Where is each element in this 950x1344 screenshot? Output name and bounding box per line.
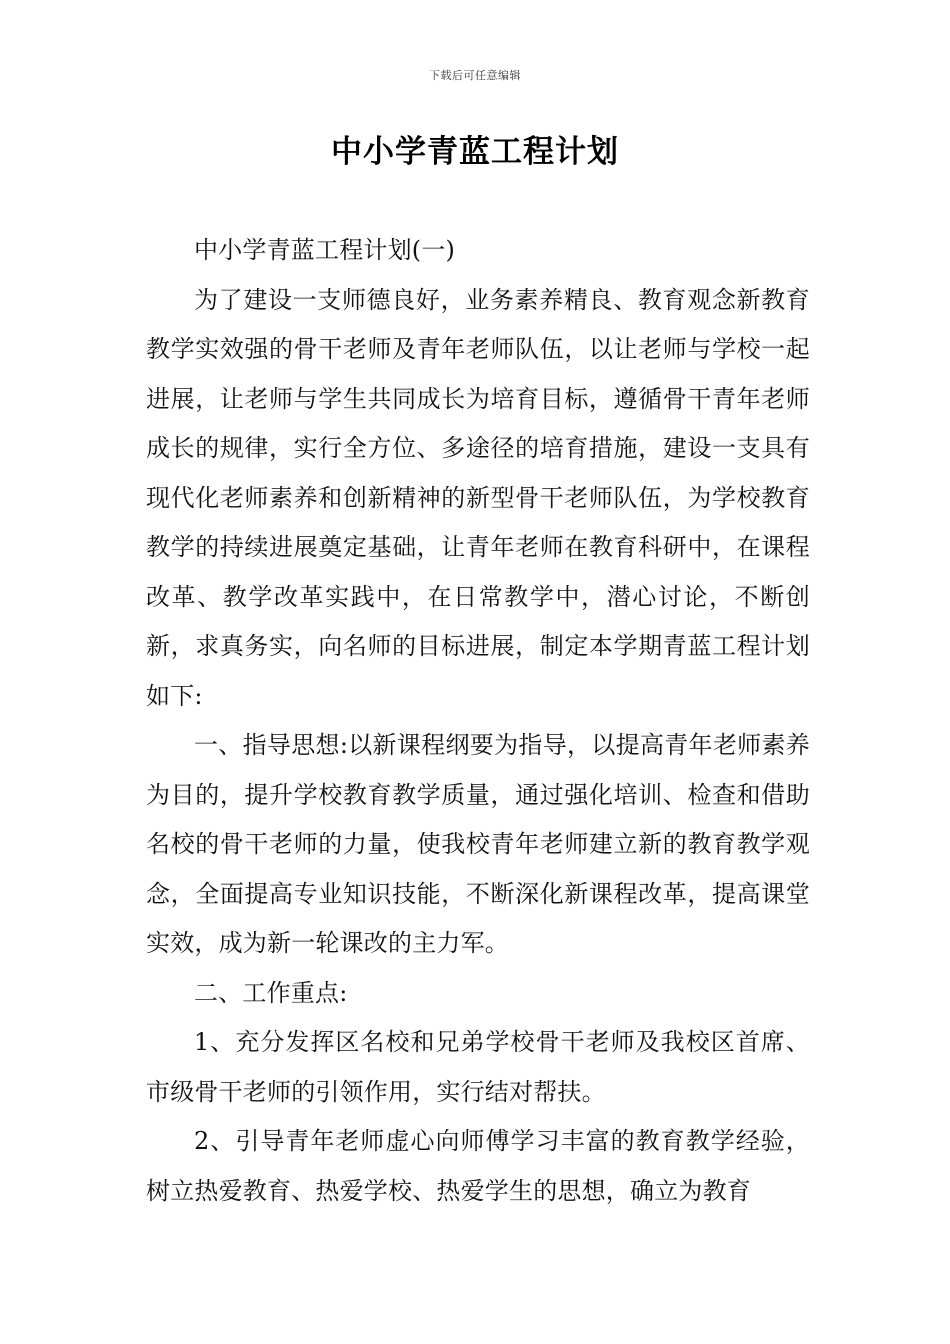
document-title: 中小学青蓝工程计划 <box>331 134 619 170</box>
work-focus-heading: 二、工作重点: <box>194 978 348 1007</box>
header-note: 下载后可任意编辑 <box>429 69 521 82</box>
work-focus-item-2: 2、引导青年老师虚心向师傅学习丰富的教育教学经验，树立热爱教育、热爱学校、热爱学生的思想，确立为教育 <box>146 1127 810 1205</box>
subtitle-paragraph: 中小学青蓝工程计划(一) <box>194 236 456 264</box>
document-body <box>146 226 810 1216</box>
work-focus-item-1: 1、充分发挥区名校和兄弟学校骨干老师及我校区首席、市级骨干老师的引领作用，实行结对帮扶。 <box>146 1028 810 1106</box>
guiding-thought-paragraph: 一、指导思想:以新课程纲要为指导，以提高青年老师素养为目的，提升学校教育教学质量，通过强化培训、检查和借助名校的骨干老师的力量，使我校青年老师建立新的教育教学观念，全面提高专业知识技能，不断深化新课程改革，提高课堂实效，成为新一轮课改的主力军。 <box>146 731 810 957</box>
intro-paragraph: 为了建设一支师德良好，业务素养精良、教育观念新教育教学实效强的骨干老师及青年老师队伍，以让老师与学校一起进展，让老师与学生共同成长为培育目标，遵循骨干青年老师成长的规律，实行全方位、多途径的培育措施，建设一支具有现代化老师素养和创新精神的新型骨干老师队伍，为学校教育教学的持续进展奠定基础，让青年老师在教育科研中，在课程改革、教学改革实践中，在日常教学中，潜心讨论，不断创新，求真务实，向名师的目标进展，制定本学期青蓝工程计划如下: <box>146 285 810 710</box>
